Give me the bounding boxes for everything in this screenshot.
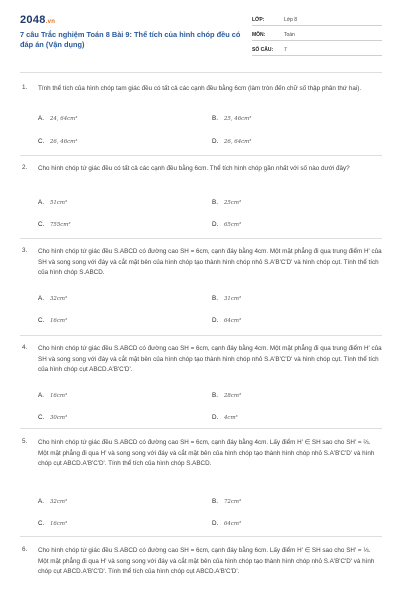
option-text: 25, 46cm³ xyxy=(224,116,252,122)
option-a[interactable] xyxy=(38,115,77,122)
option-label: D. xyxy=(212,221,219,228)
option-d[interactable] xyxy=(212,317,241,324)
question-divider xyxy=(20,155,382,156)
question-number: 6. xyxy=(22,546,28,553)
option-b[interactable] xyxy=(212,115,251,122)
meta-key: MÔN: xyxy=(252,32,266,38)
question-number: 2. xyxy=(22,164,28,171)
meta-row-subject xyxy=(252,29,382,41)
option-c[interactable] xyxy=(38,317,67,324)
option-text: 26, 64cm³ xyxy=(224,139,252,145)
option-label: B. xyxy=(212,392,218,399)
option-label: B. xyxy=(212,498,218,505)
option-label: D. xyxy=(212,414,219,421)
option-label: D. xyxy=(212,138,219,145)
option-text: 755cm³ xyxy=(50,222,71,228)
option-c[interactable] xyxy=(38,221,71,228)
option-label: C. xyxy=(38,317,45,324)
question-divider xyxy=(20,72,382,73)
option-label: B. xyxy=(212,115,218,122)
option-c[interactable] xyxy=(38,520,67,527)
option-text: 32cm³ xyxy=(50,499,68,505)
question-text: Cho hình chóp tứ giác đều S.ABCD có đường cao SH = 6cm, cạnh đáy bằng 4cm. Một mặt phẳng đi qua trung điểm H' của SH và song song với đáy và cắt mặt bên của hình chóp tạo thành hình chóp nhỏ S.A'B'C'D' và hình chóp cụt. Tính thể tích của hình chóp S.ABCD. xyxy=(38,248,382,276)
question-text: Cho hình chóp tứ giác đều S.ABCD có đường cao SH = 6cm, cạnh đáy bằng 6cm. Lấy điểm H' ∈ SH sao cho SH' = ⅓. Một mặt phẳng đi qua H' và song song với đáy và cắt mặt bên của hình chóp tạo thành hình chóp nhỏ S.A'B'C'D' và hình chóp cụt ABCD.A'B'C'D'. Tính thể tích của hình chóp cụt ABCD.A'B'C'D'. xyxy=(38,547,375,575)
option-text: 64cm³ xyxy=(224,318,242,324)
question-text: Cho hình chóp tứ giác đều S.ABCD có đường cao SH = 6cm, cạnh đáy bằng 4cm. Một mặt phẳng đi qua trung điểm H' của SH và song song với đáy và cắt mặt bên của hình chóp tạo thành hình chóp nhỏ S.A'B'C'D' và hình chóp cụt. Tính thể tích của hình chóp cụt ABCD.A'B'C'D'. xyxy=(38,345,382,373)
question-divider xyxy=(20,238,382,239)
option-label: C. xyxy=(38,414,45,421)
question-text: Cho hình chóp tứ giác đều có tất cả các cạnh đều bằng 6cm. Thể tích hình chóp gần nhất với số nào dưới đây? xyxy=(38,165,350,172)
option-label: D. xyxy=(212,317,219,324)
question-number: 5. xyxy=(22,438,28,445)
divider xyxy=(252,40,382,41)
option-text: 28cm³ xyxy=(224,393,242,399)
option-label: C. xyxy=(38,520,45,527)
option-text: 26, 46cm³ xyxy=(50,139,78,145)
option-label: A. xyxy=(38,199,44,206)
meta-value: Lớp 8 xyxy=(284,17,298,23)
meta-key: LỚP: xyxy=(252,17,265,23)
question-divider xyxy=(20,536,382,537)
logo-suffix: .vn xyxy=(45,19,56,25)
document-header xyxy=(0,0,400,62)
option-d[interactable] xyxy=(212,138,251,145)
option-label: B. xyxy=(212,295,218,302)
option-text: 64cm³ xyxy=(224,521,242,527)
meta-value: Toán xyxy=(284,32,295,38)
meta-key: SỐ CÂU: xyxy=(252,47,274,53)
option-label: C. xyxy=(38,221,45,228)
option-a[interactable] xyxy=(38,392,67,399)
question-divider xyxy=(20,428,382,429)
option-label: A. xyxy=(38,498,44,505)
option-text: 16cm³ xyxy=(50,521,68,527)
option-d[interactable] xyxy=(212,221,241,228)
option-text: 16cm³ xyxy=(50,393,68,399)
option-text: 31cm³ xyxy=(224,296,242,302)
option-label: A. xyxy=(38,295,44,302)
question-number: 3. xyxy=(22,247,28,254)
option-text: 30cm³ xyxy=(50,415,68,421)
option-b[interactable] xyxy=(212,199,241,206)
meta-value: 7 xyxy=(284,47,287,53)
question-number: 4. xyxy=(22,344,28,351)
option-text: 72cm³ xyxy=(224,499,242,505)
option-text: 24, 64cm³ xyxy=(50,116,78,122)
option-label: C. xyxy=(38,138,45,145)
logo-text: 2048 xyxy=(20,14,46,26)
option-d[interactable] xyxy=(212,520,241,527)
option-label: B. xyxy=(212,199,218,206)
option-text: 25cm³ xyxy=(224,200,242,206)
option-text: 16cm³ xyxy=(50,318,68,324)
option-text: 4cm³ xyxy=(224,415,238,421)
option-a[interactable] xyxy=(38,498,67,505)
meta-row-count xyxy=(252,44,382,56)
divider xyxy=(252,25,382,26)
document-title: 7 câu Trắc nghiệm Toán 8 Bài 9: Thể tích của hình chóp đều có đáp án (Vận dụng) xyxy=(20,30,241,49)
option-d[interactable] xyxy=(212,414,238,421)
option-b[interactable] xyxy=(212,392,241,399)
question-number: 1. xyxy=(22,84,28,91)
option-text: 32cm³ xyxy=(50,296,68,302)
question-divider xyxy=(20,335,382,336)
option-b[interactable] xyxy=(212,295,241,302)
question-text: Tính thể tích của hình chóp tam giác đều có tất cả các cạnh đều bằng 6cm (làm tròn đến chữ số thập phân thứ hai). xyxy=(38,85,362,92)
option-label: A. xyxy=(38,115,44,122)
site-logo[interactable] xyxy=(20,14,55,26)
option-a[interactable] xyxy=(38,199,67,206)
question-text: Cho hình chóp tứ giác đều S.ABCD có đường cao SH = 6cm, cạnh đáy bằng 4cm. Lấy điểm H' ∈ SH sao cho SH' = ⅔. Một mặt phẳng đi qua H' và song song với đáy và cắt mặt bên của hình chóp tạo thành hình chóp nhỏ S.A'B'C'D' và hình chóp cụt ABCD.A'B'C'D'. Tính thể tích của hình chóp S.ABCD. xyxy=(38,439,375,467)
option-c[interactable] xyxy=(38,138,77,145)
option-text: 65cm³ xyxy=(224,222,242,228)
meta-row-class xyxy=(252,14,382,26)
option-label: A. xyxy=(38,392,44,399)
option-a[interactable] xyxy=(38,295,67,302)
option-label: D. xyxy=(212,520,219,527)
option-b[interactable] xyxy=(212,498,241,505)
option-c[interactable] xyxy=(38,414,67,421)
divider xyxy=(252,55,382,56)
option-text: 51cm³ xyxy=(50,200,68,206)
